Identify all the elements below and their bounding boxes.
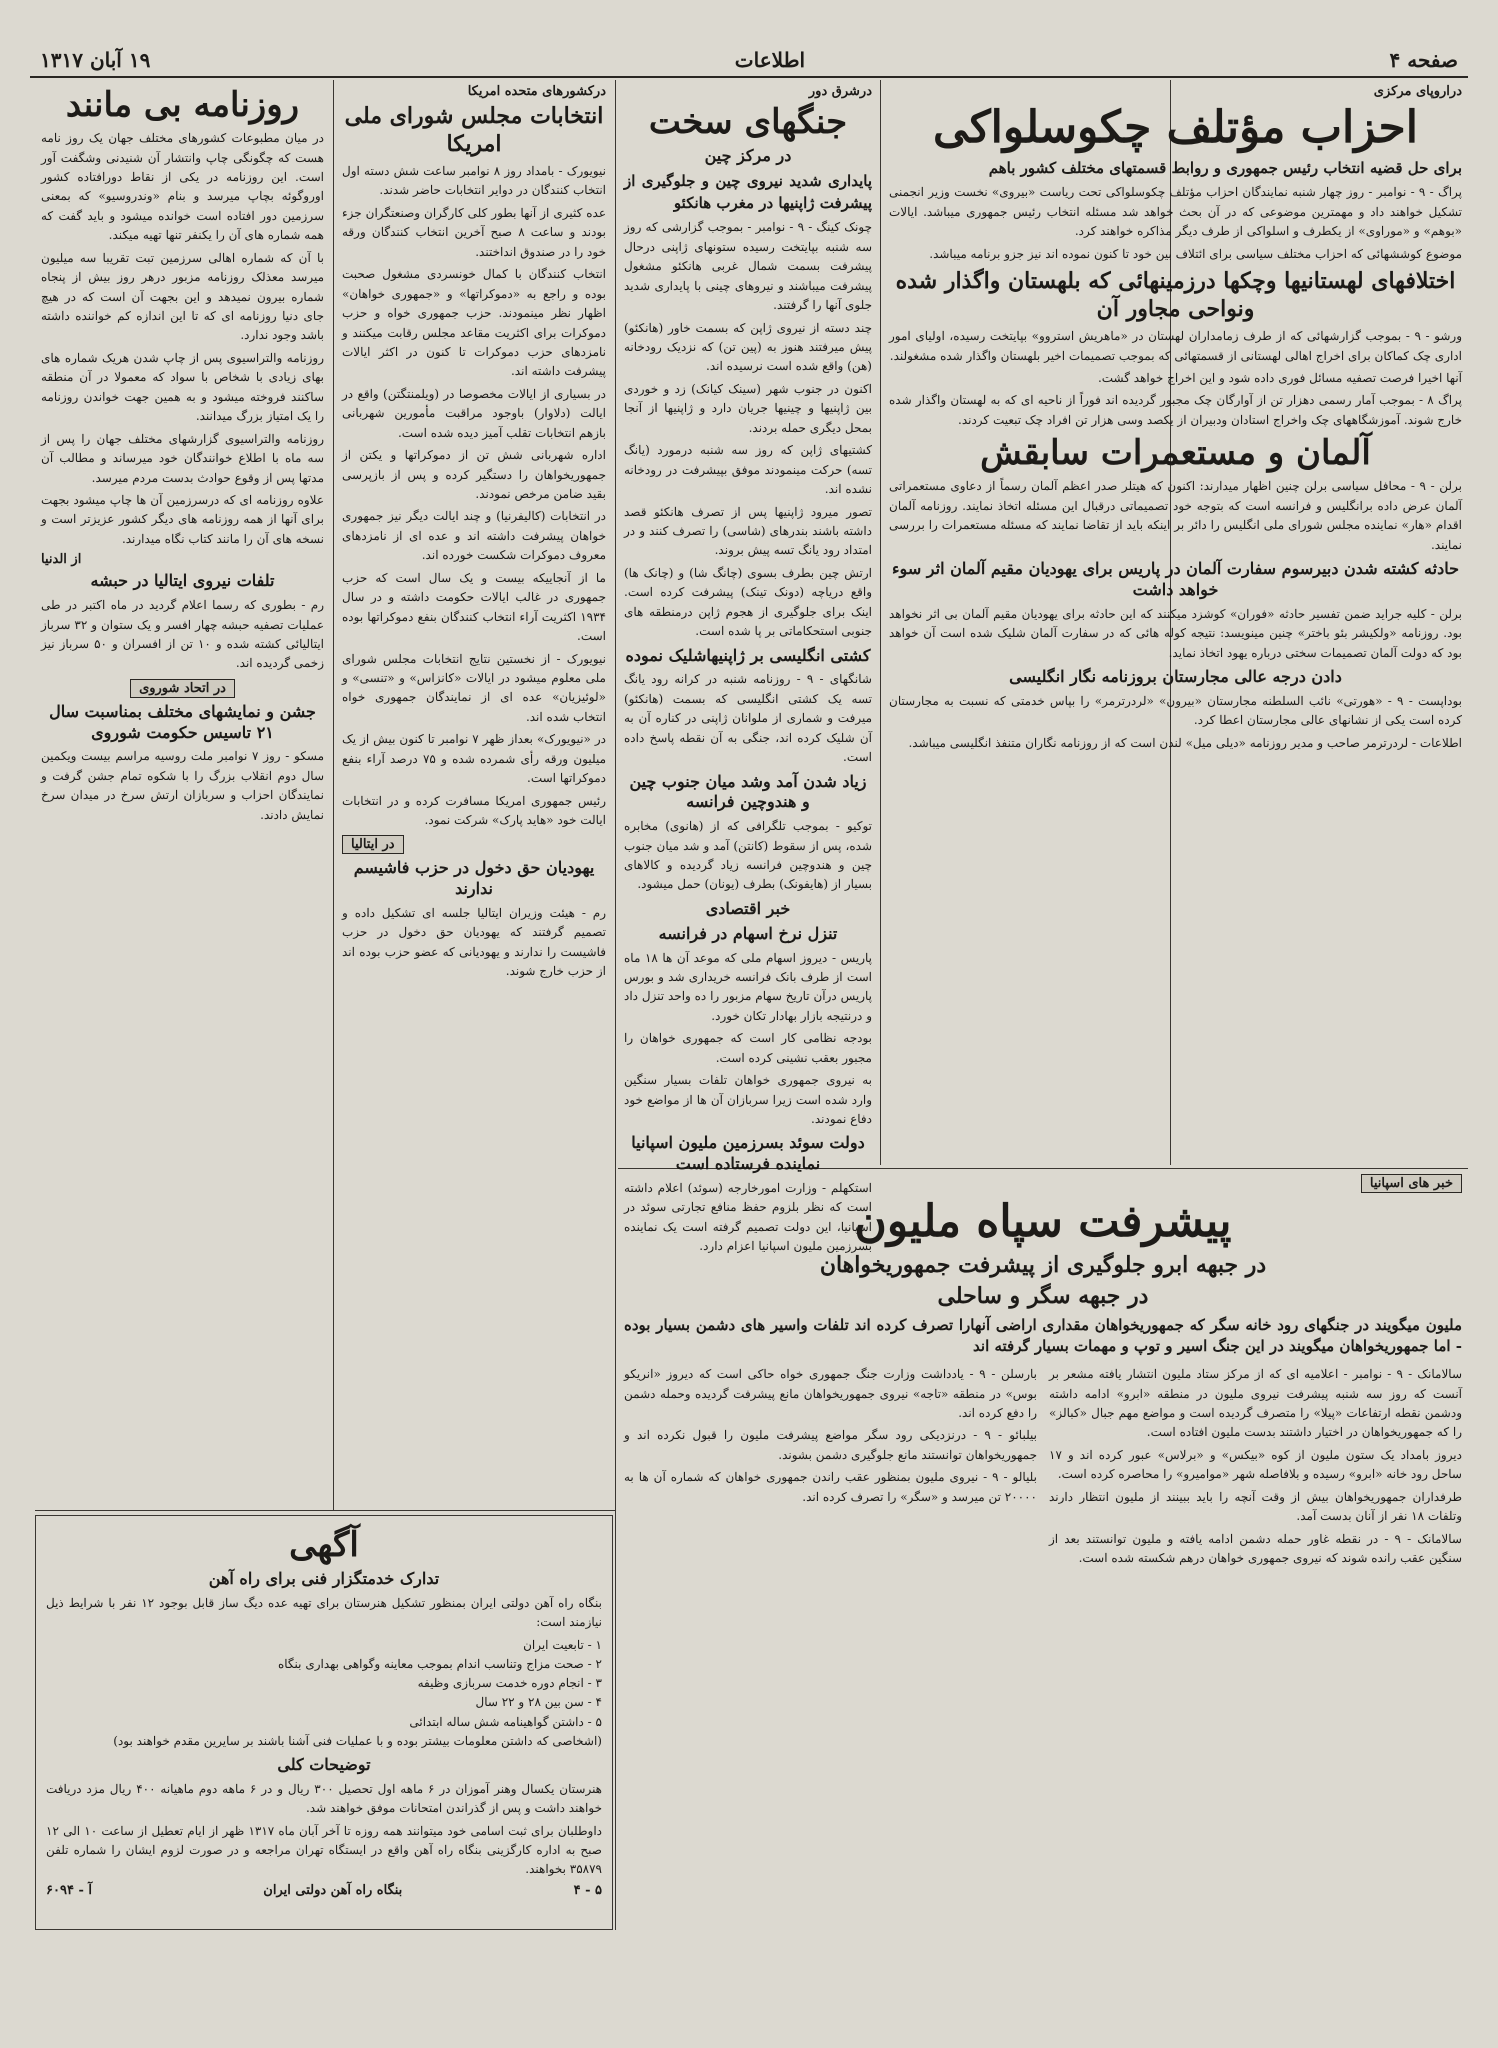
article-paragraph: موضوع کوششهائی که احزاب مختلف سیاسی برای ائتلاف بین خود تا کنون نموده اند نیز جزو برنامه میباشد. [929, 246, 1462, 261]
economy-tag: خبر اقتصادی [705, 898, 791, 918]
railway-advertisement [35, 1515, 613, 1930]
headline-unique-newspaper: روزنامه بی مانند [65, 85, 300, 125]
headline-czechoslovakia: احزاب مؤتلف چکوسلواکی [933, 102, 1418, 153]
headline-germany-colonies: آلمان و مستعمرات سابقش [980, 433, 1371, 474]
article-paragraph: در «نیویورک» بعداز ظهر ۷ نوامبر تا کنون بیش از یک میلیون ورقه رأی شمرده شده و ۷۵ درصد آراء بنفع دموکراتها است. [342, 732, 606, 786]
article-paragraph: تصور میرود ژاپنیها پس از تصرف هانکئو قصد داشته باشند بندرهای (شاسی) را تصرف کنند و در امتداد رود یانگ تسه پیش بروند. [624, 504, 872, 558]
central-europe-column [883, 82, 1468, 1167]
section-kicker: درشرق دور [808, 84, 872, 99]
article-paragraph: بوداپست - ۹ - «هورتی» نائب السلطنه مجارستان «بیرون» «لردرترمر» را بپاس خدمتی که نسبت به مجارستان کرده است یکی از نشانهای عالی مجارستان اعطا کرد. [889, 693, 1462, 728]
ad-reference: ۵ - ۴ [573, 1882, 602, 1898]
headline-us-elections: انتخابات مجلس شورای ملی امریکا [344, 103, 604, 157]
article-paragraph: مسکو - روز ۷ نوامبر ملت روسیه مراسم بیست ویکمین سال دوم انقلاب بزرگ را با شکوه تمام جشن گرفت و نمایندگان احزاب و سربازان ارتش سرخ در میدان سرخ نمایش دادند. [41, 749, 325, 822]
article-paragraph: در انتخابات (کالیفرنیا) و چند ایالت دیگر نیز جمهوری خواهان پیشرفت داشته اند و عده ای از نامزدهای معروف دموکرات شکست خورده اند. [342, 509, 606, 563]
list-item: ۲ - صحت مزاج وتناسب اندام بموجب معاینه وگواهی بهداری بنگاه [277, 1656, 602, 1671]
article-paragraph: پراگ ۸ - بموجب آمار رسمی دهزار تن از آوارگان چک مجبور گردیده اند فوراً از ناحیه ای که به لهستان واگذار شده خارج شوند. آموزشگاههای چک واخراج استادان ودبیران از یکصد وسی هزار تن افراد چک تبعیت کردند. [889, 393, 1462, 427]
article-paragraph: با آن که شماره اهالی سرزمین تبت تقریبا سه میلیون میرسد معذلک روزنامه مزبور درهر روز بیش از پنجاه شماره بیرون نمیدهد و این بجهت آن است که در هیچ جای دنیا روزنامه ای که تا این اندازه کم خواننده داشته باشد وجود ندارد. [41, 250, 324, 343]
article-paragraph: برلن - ۹ - محافل سیاسی برلن چنین اظهار میدارند: اکنون که هیتلر صدر اعظم آلمان رسماً از دعاوی مستعمراتی آلمان عرض داده برانگلیس و فرانسه است که بتوجه خود تصمیماتی درقبال این مسئله اتخاذ نمایند. روزنامه آلمان اقدام «هار» نماینده مجلس شورای ملی انگلیس را دائر بر اینکه باید از تقاضا نمایند که مسئله مستعمرات را بررسی نمایند. [889, 479, 1462, 552]
subheadline-ebro: در جبهه ابرو جلوگیری از پیشرفت جمهوریخواهان [819, 1251, 1267, 1278]
article-paragraph: علاوه روزنامه ای که درسرزمین آن ها چاپ میشود بجهت برای آنها از همه روزنامه های دیگر کشور عزیزتر است و نسخه های آن را مانند کتاب نگاه میدارند. [41, 492, 324, 546]
article-paragraph: توکیو - بموجب تلگرافی که از (هانوی) مخابره شده، پس از سقوط (کانتن) آمد و شد میان جنوب چین و هندوچین فرانسه زیاد گردیده و کالاهای بسیار از (هایفونک) بطرف (یونان) حمل میشود. [624, 819, 872, 892]
headline-embassy-incident: حادثه کشته شدن دبیرسوم سفارت آلمان در پاریس برای یهودیان مقیم آلمان اثر سوء خواهد داشت [892, 559, 1459, 599]
article-paragraph: ما از آنجاییکه بیست و یک سال است که حزب جمهوری در غالب ایالات حکومت داشته و در سال ۱۹۳۴ اکثریت آراء انتخاب کنندگان بنفع دموکراتها بوده است. [342, 570, 606, 644]
article-paragraph: نیویورک - بامداد روز ۸ نوامبر ساعت شش دسته اول انتخاب کنندگان در دوایر انتخابات حاضر شدند. [342, 164, 606, 198]
article-paragraph: دیروز بامداد یک ستون ملیون از کوه «بیکس» و «برلاس» عبور کرده اند و ۱۷ ساحل رود خانه «ابرو» رسیده و بلافاصله شهر «موامیرو» را محاصره کرده است. [1049, 1447, 1462, 1482]
headline-italian-losses: تلفات نیروی ایتالیا در حبشه [90, 571, 275, 591]
article-source: از الدنیا [41, 552, 82, 568]
section-tag-ussr: در اتحاد شوروی [130, 679, 235, 698]
list-item: (اشخاصی که داشتن معلومات بیشتر بوده و با عملیات فنی آشنا باشند بر سایرین مقدم خواهند بود) [113, 1733, 602, 1748]
article-paragraph: انتخاب کنندگان با کمال خونسردی مشغول صحبت بوده و راجع به «دموکراتها» و «جمهوری خواهان» اظهار نظر مینمودند. حزب جمهوری خواه و حزب دموکرات برای اکثریت مقاعد مجلس رقابت میکنند و نامزدهای حزب دموکرات تا کنون در اکثر ایالات پیشرفت داشته اند. [342, 267, 606, 379]
list-item: ۴ - سن بین ۲۸ و ۲۲ سال [475, 1695, 602, 1710]
ad-headline: تدارک خدمتگزار فنی برای راه آهن [208, 1569, 440, 1589]
headline-sweden-envoy: دولت سوئد بسرزمین ملیون اسپانیا نماینده فرستاده است [631, 1133, 865, 1174]
article-paragraph: اداره شهربانی شش تن از دموکراتها و یکتن از جمهوریخواهان را دستگیر کرده و پس از بازپرسی بقید ضامن مرخص نمودند. [342, 448, 606, 501]
article-paragraph: آنها اخیرا فرصت تصفیه مسائل فوری داده شود و این اخراج خواهد گشت. [1097, 370, 1462, 385]
article-paragraph: بودجه نظامی کار است که جمهوری خواهان را مجبور بعقب نشینی کرده است. [624, 1031, 872, 1065]
list-item: ۱ - تابعیت ایران [523, 1637, 602, 1652]
article-paragraph: کشتیهای ژاپن که روز سه شنبه درمورد (یانگ تسه) حرکت مینمودند موفق بپیشرفت در رودخانه نشده اند. [624, 443, 872, 497]
article-paragraph: شانگهای - ۹ - روزنامه شنبه در کرانه رود یانگ تسه یک کشتی انگلیسی که بسمت (هانکئو) میرفت و شماری از ملوانان ژاپنی در کناره آن به آن شلیک کرده اند، جنگی به آن نقطه پاسخ داده است. [624, 672, 872, 765]
list-item: ۳ - انجام دوره خدمت سربازی وظیفه [417, 1676, 602, 1691]
far-east-column [618, 82, 878, 1254]
article-paragraph: بارسلن - ۹ - یادداشت وزارت جنگ جمهوری خواه حاکی است که دیروز «انریکو بوس» در منطقه «تاجه» نیروی جمهوریخواهان مانع پیشرفت گردیده وحمله دشمن را دفع کرده اند. [624, 1367, 1038, 1420]
article-paragraph: پاریس - دیروز اسهام ملی که موعد آن ها ۱۸ ماه است از طرف بانک فرانسه خریداری شد و بورس پاریس درآن تاریخ سهام مزبور را ده واحد تنزل داد و درنتیجه بازار بهادار تکان خورد. [624, 950, 873, 1023]
article-paragraph: رئیس جمهوری امریکا مسافرت کرده و در انتخابات ایالت خود «هاید پارک» شرکت نمود. [342, 793, 606, 827]
headline-french-stocks: تنزل نرخ اسهام در فرانسه [658, 923, 838, 943]
headline-british-ship: کشتی انگلیسی بر ژاپنیهاشلیک نموده [625, 645, 871, 665]
ad-paragraph: هنرستان یکسال وهنر آموزان در ۶ ماهه اول تحصیل ۳۰۰ ریال و در ۶ ماهه دوم ماهیانه ۴۰۰ ریال مزد دریافت خواهند داشت و پس از گذراندن امتحانات موفق خواهند شد. [46, 1781, 603, 1816]
article-paragraph: رم - بطوری که رسما اعلام گردید در ماه اکتبر در طی عملیات تصفیه حبشه چهار افسر و یک ستوان و ۳۲ سرباز ایتالیائی کشته شده و ۱۰ تن از افسران و ۵۰ سرباز نیز زخمی گردیده اند. [41, 598, 325, 671]
article-paragraph: نیویورک - از نخستین نتایج انتخابات مجلس شورای ملی معلوم میشود در ایالات «کانزاس» و «تنسی» و «لوئیزیان» عده ای از نمایندگان جمهوری خواه انتخاب شده اند. [342, 651, 606, 724]
article-paragraph: استکهلم - وزارت امورخارجه (سوئد) اعلام داشته است که نظر بلزوم حفظ منافع تجارتی سوئد در اسپانیا، این دولت تصمیم گرفته است یک نماینده بسرزمین ملیون اسپانیا اعزام دارد. [624, 1181, 872, 1254]
page-number: صفحه ۴ [1389, 48, 1458, 72]
section-tag-spain: خبر های اسپانیا [1361, 1174, 1462, 1193]
headline-hungary-honor: دادن درجه عالی مجارستان بروزنامه نگار انگلیسی [1009, 667, 1342, 687]
subheadline-central-china: در مرکز چین [704, 146, 792, 166]
article-paragraph: عده کثیری از آنها بطور کلی کارگران وصنعتگران جزء بودند و ساعت ۸ صبح آخرین انتخاب کنندگان ورقه خود را در صندوق انداختند. [342, 205, 606, 259]
article-dek: ملیون میگویند در جنگهای رود خانه سگر که جمهوریخواهان مقداری اراضی آنهارا تصرف کرده اند تلفات واسیر های دشمن بسیار بوده - اما جمهوریخواهان میگویند در این جنگ اسیر و توپ و مهمات بسیار گرفته اند [624, 1315, 1462, 1356]
spain-section [618, 1172, 1468, 1932]
article-paragraph: روزنامه والتراسیوی گزارشهای مختلف جهان را پس از سه ماه با اطلاع خوانندگان خود میرساند و مطالب آن مدتها پس از وقوع حوادث بدست مردم میرسد. [41, 431, 324, 485]
headline-heavy-battles: جنگهای سخت [648, 102, 848, 142]
ad-reference: آ - ۶۰۹۴ [46, 1882, 92, 1898]
section-kicker: دراروپای مرکزی [1373, 84, 1462, 99]
headline-polish-czech: اختلافهای لهستانیها وچکها درزمینهائی که بلهستان واگذار شده ونواحی مجاور آن [895, 268, 1456, 322]
ad-title: آگهی [289, 1525, 359, 1565]
article-paragraph: پراگ - ۹ - نوامبر - روز چهار شنبه نمایندگان احزاب مؤتلف چکوسلواکی تحت ریاست «بیروی» نخست وزیر انجمنی تشکیل خواهند داد و مهمترین موضوعی که در آن بحث خواهد شد مسئله انتخاب رئیس جمهوری میباشد. ایالات «بوهم» و «موراوی» از یکطرف و اسلواکی از طرف دیگر مذاکره خواهند کرد. [889, 185, 1463, 239]
article-paragraph: روزنامه والتراسیوی پس از چاپ شدن هریک شماره های بهای زیادی با شخاص با سواد که معمولا در آن منطقه ساکنند فروخته میشود و به همین جهت خواندن روزنامه را یک امتیاز بزرگ میدانند. [41, 350, 324, 424]
article-paragraph: اطلاعات - لردرترمر صاحب و مدیر روزنامه «دیلی میل» لندن است که از روزنامه نگاران متنفذ انگلیسی میباشد. [908, 735, 1462, 750]
article-paragraph: سالامانک - ۹ - نوامبر - اعلامیه ای که از مرکز ستاد ملیون انتشار یافته مشعر بر آنست که روز سه شنبه پیشرفت نیروی ملیون در منطقه «ابرو» ادامه داشته ودشمن نقطه ارتفاعات «پیلا» را متصرف گردیده است و مواضع مهم جبال «کبالز» را که جمهوریخواهان در اختیار داشتند بدست ملیون افتاده است. [1049, 1367, 1462, 1440]
article-paragraph: چونک کینگ - ۹ - نوامبر - بموجب گزارشی که روز سه شنبه بپایتخت رسیده ستونهای ژاپنی درحال پیشرفت بسمت شمال غربی هانکئو مشغول پیشرفت میباشند و نیروهای چینی با پایداری شدید جلوی آنها را گرفتند. [624, 220, 872, 313]
ad-signature: بنگاه راه آهن دولتی ایران [263, 1882, 403, 1898]
article-paragraph: طرفداران جمهوریخواهان بیش از وقت آنچه را باید ببینند از ملیون انتظار دارند وتلفات ۱۸ نفر از آنان بدست آمد. [1049, 1489, 1462, 1524]
issue-date: ۱۹ آبان ۱۳۱۷ [40, 48, 151, 72]
article-paragraph: به نیروی جمهوری خواهان تلفات بسیار سنگین وارد شده است زیرا سربازان آن ها از مواضع خود دفاع نمودند. [624, 1073, 872, 1126]
headline-indochina-traffic: زیاد شدن آمد وشد میان جنوب چین و هندوچین فرانسه [629, 771, 867, 812]
article-paragraph: رم - هیئت وزیران ایتالیا جلسه ای تشکیل داده و تصمیم گرفتند که یهودیان حق دخول در حزب فاشیست را ندارند و یهودیانی که عضو حزب بوده اند از حزب خارج شوند. [342, 906, 606, 979]
article-paragraph: برلن - کلیه جراید ضمن تفسیر حادثه «فوران» کوشزد میکنند که این حادثه برای یهودیان مقیم آلمان بی اثر نخواهد بود. روزنامه «ولکیشر بئو باختر» چنین مینویسد: نتیجه کوله هائی که در سفارت آلمان شلیک شده است آن خواهد بود که دولت آلمان تصمیمات سختی درباره یهود اتخاذ نماید. [889, 606, 1462, 660]
headline-jews-fascist-party: یهودیان حق دخول در حزب فاشیسم ندارند [353, 858, 595, 899]
newspaper-name: اطلاعات [734, 48, 806, 72]
article-paragraph: در بسیاری از ایالات مخصوصا در (ویلمنتگتن) واقع در ایالت (دلاوار) باوجود مراقبت مأمورین شهربانی بازهم انتخابات تقلب آمیز دیده شده است. [342, 386, 606, 440]
article-paragraph: اکنون در جنوب شهر (سینک کیانک) زد و خوردی بین ژاپنیها و چینیها جریان دارد و ژاپنیها از آنجا بمحل دیگری حمله بردند. [624, 381, 872, 435]
masthead [30, 44, 1468, 78]
section-tag-italy: در ایتالیا [342, 835, 404, 854]
article-paragraph: سالامانک - ۹ - در نقطه غاور حمله دشمن ادامه یافته و ملیون توانستند بعد از سنگین عقب رانده شوند که نیروی جمهوری خواهان درهم شکسته شده است. [1049, 1531, 1462, 1566]
unique-newspaper-column [35, 82, 330, 1507]
article-paragraph: ارتش چین بطرف بسوی (چانگ شا) و (چانک ها) واقع دریاچه (دونک تینک) پیشرفت کرده است. اینک برای جلوگیری از هجوم ژاپن درمنطقه های جنوبی استحکاماتی بر پا شده است. [624, 565, 872, 639]
subheadline-segre: در جبهه سگر و ساحلی [937, 1283, 1149, 1310]
ad-requirements-list [46, 1636, 602, 1751]
ad-subheadline: توضیحات کلی [277, 1754, 371, 1774]
article-paragraph: چند دسته از نیروی ژاپن که بسمت خاور (هانکئو) پیش میرفتند هنوز به (پین تن) که نزدیک رودخانه (هن) واقع شده است نرسیده اند. [624, 320, 872, 374]
headline-soviet-anniversary: جشن و نمایشهای مختلف بمناسبت سال ۲۱ تاسیس حکومت شوروی [49, 701, 316, 742]
article-dek: پایداری شدید نیروی چین و جلوگیری از پیشرفت ژاپنیها در مغرب هانکئو [624, 171, 872, 212]
ad-paragraph: داوطلبان برای ثبت اسامی خود میتوانند همه روزه تا آخر آبان ماه ۱۳۱۷ ظهر از ایام تعطیل از ساعت ۱۰ الی ۱۲ صبح به اداره کارگزینی بنگاه راه آهن واقع در ایستگاه تهران مراجعه و در صورت لزوم ایشان را شماره تلفن ۳۵۸۷۹ بخواهند. [46, 1823, 603, 1877]
ad-intro: بنگاه راه آهن دولتی ایران بمنظور تشکیل هنرستان برای تهیه عده دیگ ساز قابل بوجود ۱۲ نفر با شرایط ذیل نیازمند است: [46, 1595, 603, 1630]
article-paragraph: ورشو - ۹ - بموجب گزارشهائی که از طرف زمامداران لهستان در «ماهریش استروو» بپایتخت رسیده، اولیای امور اداری چک کماکان برای اخراج اهالی لهستانی از قسمتهائی که بموجب تصمیمات اخیر بلهستان واگذار شده مشغولند. [889, 329, 1462, 363]
usa-column [336, 82, 612, 1507]
headline-nationalist-advance: پیشرفت سپاه ملیون [854, 1196, 1232, 1247]
article-paragraph: بلیالو - ۹ - نیروی ملیون بمنظور عقب راندن جمهوری خواهان که شماره آن ها به ۲۰۰۰۰ تن میرسد و «سگر» را تصرف کرده اند. [624, 1470, 1037, 1504]
subheadline: برای حل قضیه انتخاب رئیس جمهوری و روابط قسمتهای مختلف کشور باهم [988, 158, 1462, 177]
article-paragraph: بیلبائو - ۹ - درنزدیکی رود سگر مواضع پیشرفت ملیون را قبول نکرده اند و جمهوریخواهان توانستند مانع جلوگیری دشمن بشوند. [624, 1428, 1038, 1462]
article-paragraph: در میان مطبوعات کشورهای مختلف جهان یک روز نامه هست که چگونگی چاپ وانتشار آن شنیدنی وشگفت آور است. این روزنامه در یکی از نقاط دورافتاده کشور اوروگوئه بچاپ میرسد و بنام «وندروسیو» که بمعنی سرزمین دور افتاده است خوانده میشود و باید گفت که همه شماره های آن را یکنفر تنها تهیه میکند. [41, 131, 324, 243]
list-item: ۵ - داشتن گواهینامه شش ساله ابتدائی [409, 1714, 602, 1729]
section-kicker: درکشورهای متحده امریکا [467, 84, 606, 99]
